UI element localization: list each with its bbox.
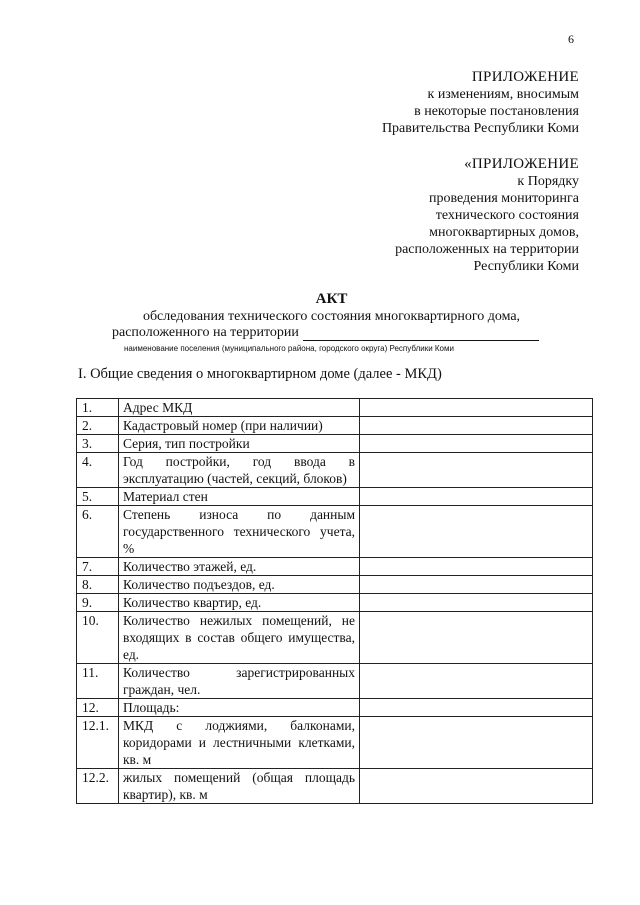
row-number: 2. [77,417,119,435]
row-number: 3. [77,435,119,453]
appendix-header-line: Правительства Республики Коми [381,121,579,136]
row-label: Количество этажей, ед. [119,558,360,576]
row-label: Материал стен [119,488,360,506]
row-number: 4. [77,453,119,488]
row-value-cell[interactable] [360,717,593,769]
row-label: Количество зарегистрированных граждан, чел. [119,664,360,699]
table-row [77,769,593,804]
row-label: Количество нежилых помещений, не входящих в состав общего имущества, ед. [119,612,360,664]
table-row [77,506,593,558]
table-row [77,612,593,664]
territory-hint: наименование поселения (муниципального района, городского округа) Республики Коми [124,344,454,353]
row-label: Адрес МКД [119,399,360,417]
row-label: жилых помещений (общая площадь квартир), кв. м [119,769,360,804]
row-number: 12.2. [77,769,119,804]
row-value-cell[interactable] [360,506,593,558]
row-value-cell[interactable] [360,488,593,506]
appendix-header-line: к изменениям, вносимым [427,87,579,102]
row-number: 12. [77,699,119,717]
table-row [77,594,593,612]
table-row [77,399,593,417]
row-label: Год постройки, год ввода в эксплуатацию (частей, секций, блоков) [119,453,360,488]
appendix-header [382,69,579,137]
act-territory-label: расположенного на территории [112,325,299,340]
act-title: АКТ [315,291,348,307]
appendix-order-line: проведения мониторинга [428,191,579,206]
table-row [77,417,593,435]
table-row [77,488,593,506]
table-row [77,453,593,488]
page-number: 6 [568,32,574,46]
appendix-order-line: «ПРИЛОЖЕНИЕ [464,156,579,172]
row-value-cell[interactable] [360,435,593,453]
row-number: 11. [77,664,119,699]
row-label: Площадь: [119,699,360,717]
row-number: 8. [77,576,119,594]
table-row [77,699,593,717]
general-info-table [76,398,593,804]
row-value-cell[interactable] [360,699,593,717]
appendix-order-line: многоквартирных домов, [429,225,579,240]
appendix-order-line: Республики Коми [473,259,579,274]
table-row [77,717,593,769]
row-label: МКД с лоджиями, балконами, коридорами и лестничными клетками, кв. м [119,717,360,769]
territory-blank-field[interactable] [303,326,539,341]
row-label: Количество подъездов, ед. [119,576,360,594]
act-territory-line [112,325,539,341]
row-value-cell[interactable] [360,399,593,417]
appendix-order-header [395,156,579,275]
table-row [77,435,593,453]
row-label: Кадастровый номер (при наличии) [119,417,360,435]
row-value-cell[interactable] [360,594,593,612]
act-subtitle: обследования технического состояния многоквартирного дома, [142,309,521,324]
row-number: 7. [77,558,119,576]
row-value-cell[interactable] [360,417,593,435]
appendix-header-line: ПРИЛОЖЕНИЕ [471,69,579,85]
row-number: 12.1. [77,717,119,769]
row-number: 5. [77,488,119,506]
row-value-cell[interactable] [360,453,593,488]
row-label: Количество квартир, ед. [119,594,360,612]
row-value-cell[interactable] [360,612,593,664]
row-value-cell[interactable] [360,769,593,804]
table-row [77,558,593,576]
row-value-cell[interactable] [360,664,593,699]
row-value-cell[interactable] [360,576,593,594]
appendix-order-line: технического состояния [435,208,579,223]
table-row [77,576,593,594]
section-title: I. Общие сведения о многоквартирном доме (далее - МКД) [78,366,442,382]
row-number: 1. [77,399,119,417]
row-value-cell[interactable] [360,558,593,576]
row-label: Степень износа по данным государственного технического учета, % [119,506,360,558]
appendix-order-line: к Порядку [517,174,579,189]
row-number: 6. [77,506,119,558]
row-number: 9. [77,594,119,612]
row-label: Серия, тип постройки [119,435,360,453]
appendix-header-line: в некоторые постановления [414,104,579,119]
table-row [77,664,593,699]
appendix-order-line: расположенных на территории [395,242,579,257]
row-number: 10. [77,612,119,664]
